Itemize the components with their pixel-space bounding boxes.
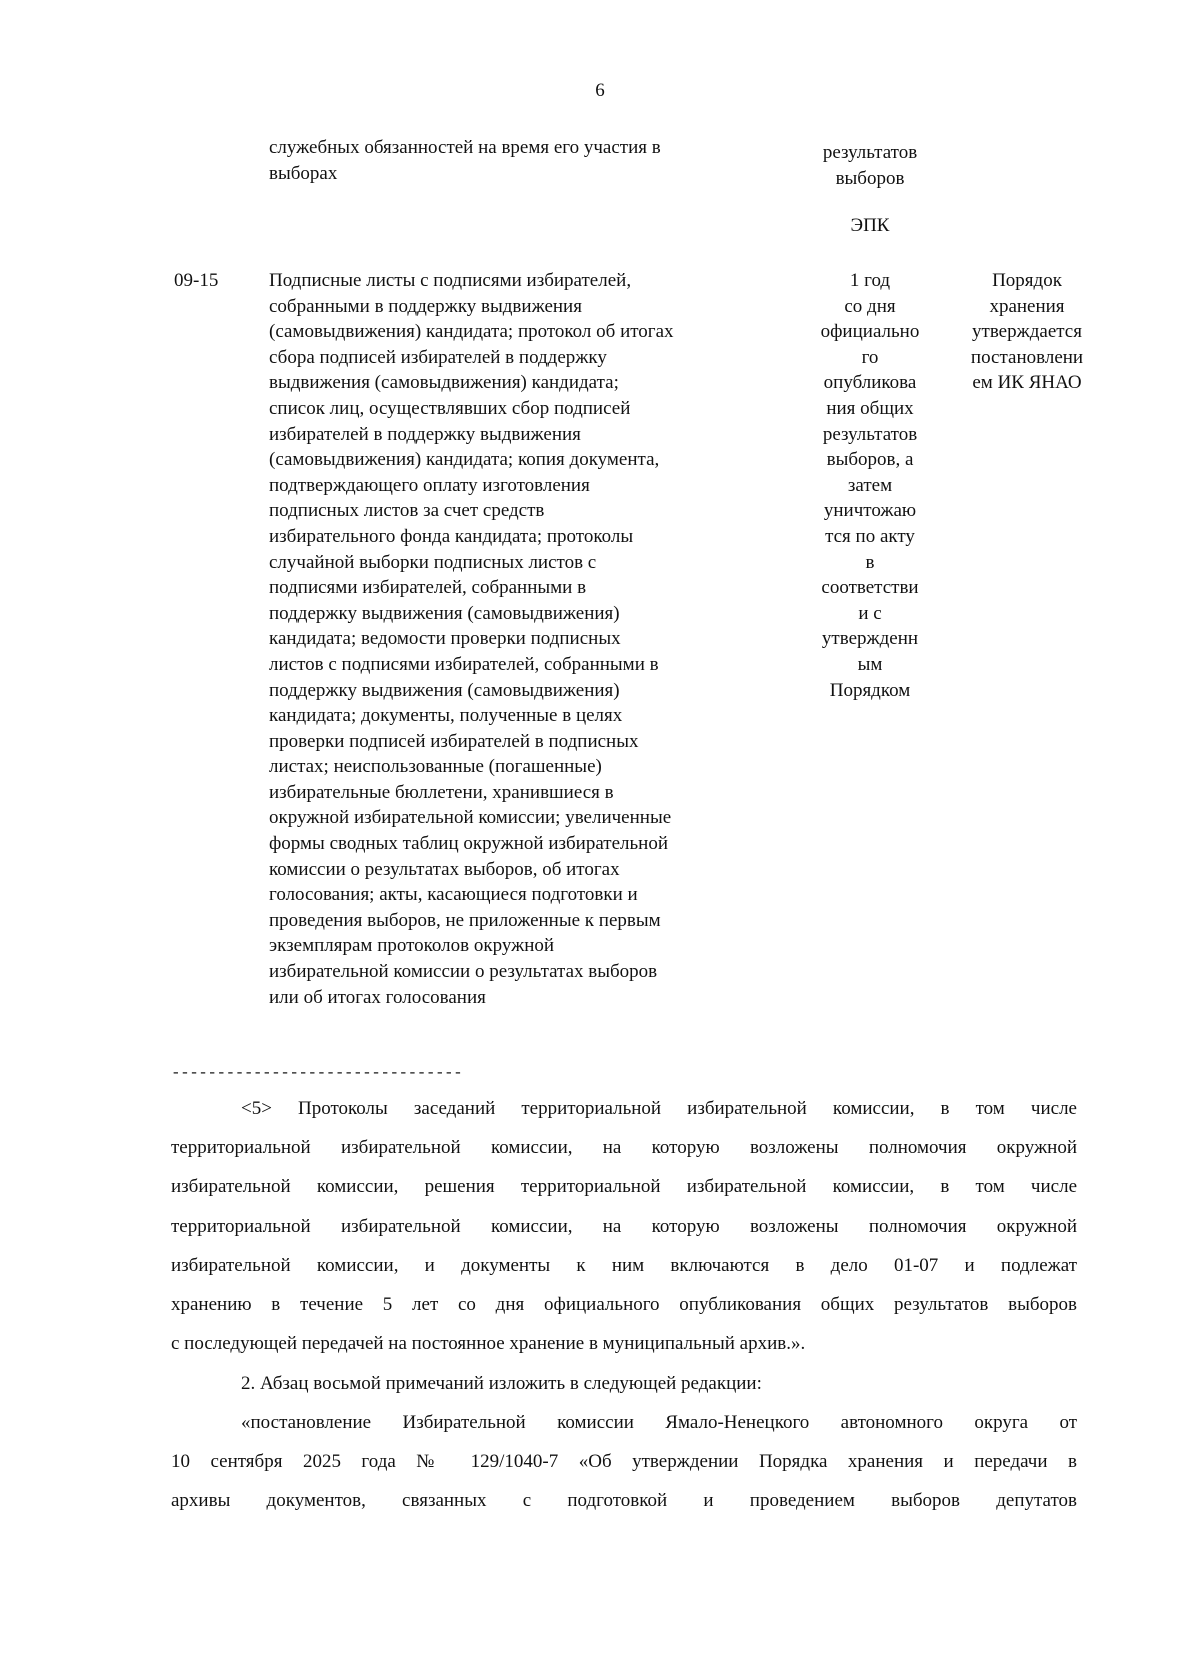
- row-note: [952, 268, 1102, 396]
- description-line: собранными в поддержку выдвижения: [269, 295, 582, 317]
- row-term: [800, 268, 940, 703]
- description-line: (самовыдвижения) кандидата; копия документа,: [269, 449, 660, 471]
- term-line: затем: [847, 474, 893, 496]
- term-line: 1 год: [849, 270, 891, 291]
- term-line: официально: [820, 321, 920, 343]
- description-line: проведения выборов, не приложенные к первым: [269, 909, 661, 931]
- description-line: окружной избирательной комиссии; увеличенные: [269, 807, 672, 829]
- term-line: результатов: [822, 142, 918, 163]
- description-line: выдвижения (самовыдвижения) кандидата;: [269, 372, 619, 394]
- footnote-line: хранению в течение 5 лет со дня официального опубликования общих результатов выборов: [171, 1294, 1077, 1316]
- footnote-line: избирательной комиссии, и документы к ним включаются в дело 01-07 и подлежат: [171, 1254, 1077, 1276]
- footnote-line: с последующей передачей на постоянное хранение в муниципальный архив.».: [171, 1333, 806, 1355]
- page-number: 6: [595, 80, 605, 101]
- quote-line: архивы документов, связанных с подготовкой и проведением выборов депутатов: [171, 1490, 1077, 1512]
- row-description: [269, 268, 779, 1010]
- description-line: или об итогах голосования: [269, 986, 486, 1008]
- term-line: выборов: [835, 167, 905, 189]
- quote-paragraph: [171, 1403, 1077, 1521]
- description-line: Подписные листы с подписями избирателей,: [269, 270, 632, 291]
- term-line: утвержденн: [821, 628, 919, 650]
- description-line: выборах: [269, 162, 338, 184]
- term-line: результатов: [822, 423, 918, 445]
- description-line: проверки подписей избирателей в подписных: [269, 730, 639, 752]
- footnote-line: территориальной избирательной комиссии, на которую возложены полномочия окружной: [171, 1215, 1077, 1237]
- description-line: листов с подписями избирателей, собранными в: [269, 653, 659, 675]
- term-line: ния общих: [826, 397, 914, 419]
- term-line: выборов, а: [826, 449, 914, 471]
- footnote-separator: --------------------------------: [171, 1064, 463, 1082]
- term-line: го: [861, 346, 879, 368]
- note-line: утверждается: [972, 321, 1082, 343]
- term-line: опубликова: [823, 372, 917, 394]
- note-line: постановлени: [970, 346, 1084, 368]
- description-line: избирательные бюллетени, хранившиеся в: [269, 781, 614, 803]
- description-line: служебных обязанностей на время его участия в: [269, 137, 661, 158]
- row-term: [800, 140, 940, 191]
- term-line: уничтожаю: [823, 500, 917, 522]
- term-line: со дня: [844, 295, 896, 317]
- note-line: хранения: [989, 295, 1065, 317]
- description-line: комиссии о результатах выборов, об итогах: [269, 858, 620, 880]
- description-line: кандидата; ведомости проверки подписных: [269, 628, 621, 650]
- description-line: список лиц, осуществлявших сбор подписей: [269, 397, 631, 419]
- description-line: (самовыдвижения) кандидата; протокол об итогах: [269, 321, 674, 343]
- quote-line: «постановление Избирательной комиссии Ямало-Ненецкого автономного округа от: [241, 1412, 1077, 1433]
- description-line: подписями избирателей, собранными в: [269, 577, 587, 599]
- row-description: [269, 135, 779, 186]
- description-line: поддержку выдвижения (самовыдвижения): [269, 602, 620, 624]
- note-line: ем ИК ЯНАО: [972, 372, 1082, 394]
- description-line: формы сводных таблиц окружной избирательной: [269, 833, 668, 855]
- term-line: Порядком: [829, 679, 911, 701]
- epk-mark: ЭПК: [850, 215, 890, 236]
- description-line: поддержку выдвижения (самовыдвижения): [269, 679, 620, 701]
- description-line: кандидата; документы, полученные в целях: [269, 705, 623, 727]
- quote-line: 10 сентября 2025 года № 129/1040-7 «Об утверждении Порядка хранения и передачи в: [171, 1451, 1077, 1473]
- description-line: экземплярам протоколов окружной: [269, 935, 555, 957]
- term-line: соответстви: [821, 577, 919, 599]
- description-line: случайной выборки подписных листов с: [269, 551, 597, 573]
- term-line: тся по акту: [825, 525, 915, 547]
- description-line: голосования; акты, касающиеся подготовки и: [269, 884, 638, 906]
- description-line: сбора подписей избирателей в поддержку: [269, 346, 607, 368]
- footnote-paragraph: [171, 1089, 1077, 1363]
- description-line: подписных листов за счет средств: [269, 500, 545, 522]
- description-line: избирателей в поддержку выдвижения: [269, 423, 581, 445]
- footnote-line: территориальной избирательной комиссии, на которую возложены полномочия окружной: [171, 1137, 1077, 1159]
- term-line: и с: [858, 602, 882, 624]
- description-line: избирательной комиссии о результатах выборов: [269, 961, 658, 983]
- description-line: листах; неиспользованные (погашенные): [269, 756, 602, 778]
- description-line: подтверждающего оплату изготовления: [269, 474, 590, 496]
- item-2-paragraph: [171, 1364, 1077, 1403]
- description-line: избирательного фонда кандидата; протоколы: [269, 525, 634, 547]
- term-line: ым: [857, 653, 883, 675]
- item-2-text: 2. Абзац восьмой примечаний изложить в следующей редакции:: [241, 1373, 762, 1394]
- footnote-line: <5> Протоколы заседаний территориальной избирательной комиссии, в том числе: [241, 1098, 1077, 1119]
- row-code: 09-15: [174, 270, 219, 291]
- note-line: Порядок: [992, 270, 1062, 291]
- term-line: в: [865, 551, 875, 573]
- footnote-line: избирательной комиссии, решения территориальной избирательной комиссии, в том числе: [171, 1176, 1077, 1198]
